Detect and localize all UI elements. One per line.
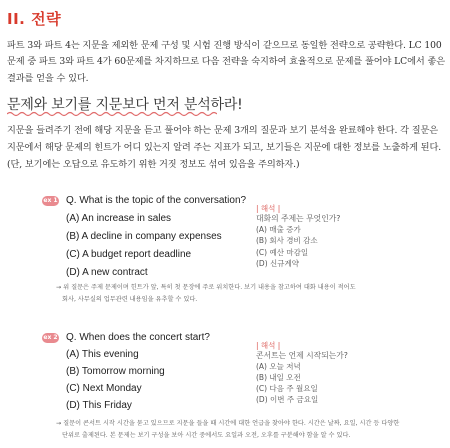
translation-question: 콘서트는 언제 시작되는가? (256, 351, 348, 360)
answer-option: (B) A decline in company expenses (66, 231, 222, 242)
translation-label: | 해석 | (256, 341, 281, 350)
note-line: → 질문이 콘서트 시작 시간을 묻고 있으므로 지문을 들을 때 시간에 대한 언급을 찾아야 한다. 시간은 날짜, 요일, 시간 등 다양한 (56, 420, 400, 427)
answer-option: (C) Next Monday (66, 383, 142, 394)
translation-question: 대화의 주제는 무엇인가? (256, 214, 341, 223)
example-note (56, 418, 441, 442)
translation-option: (D) 이번 주 금요일 (256, 395, 319, 404)
example-badge: ex 2 (43, 334, 58, 341)
answer-option: (A) An increase in sales (66, 213, 172, 224)
translation-option: (D) 신규계약 (256, 259, 299, 268)
section-heading: II. 전략 (7, 10, 62, 28)
translation-label: | 해석 | (256, 204, 281, 213)
note-line: 단위로 출제된다. 본 문제는 보기 구성을 보아 시간 중에서도 요일과 오전, 오후를 구분해야 함을 알 수 있다. (62, 432, 351, 439)
answer-option: (A) This evening (66, 349, 139, 360)
strategy-paragraph: 지문을 들려주기 전에 해당 지문을 듣고 풀어야 하는 문제 3개의 질문과 보기 분석을 완료해야 한다. 각 질문은 지문에서 해당 문제의 힌트가 어디 있는지 알려 주는 지표가 되고, 보기들은 지문에 대한 정보를 노출하게 된다.(단, 보기에는 오답으로 유도하기 위한 거짓 정보도 섞여 있음을 주의하자.) (7, 125, 442, 170)
question-text: Q. What is the topic of the conversation? (66, 195, 247, 206)
note-line: → 위 질문은 주제 문제이며 힌트가 앞, 특히 첫 문장에 주로 위치한다. 보기 내용을 참고하여 대화 내용이 적어도 (56, 284, 356, 291)
translation-option: (B) 회사 경비 감소 (256, 236, 318, 245)
question-text: Q. When does the concert start? (66, 332, 210, 343)
answer-option: (C) A budget report deadline (66, 249, 192, 260)
note-line: 회사, 사무실의 업무관련 내용임을 유추할 수 있다. (62, 296, 198, 303)
translation-option: (A) 오늘 저녁 (256, 362, 301, 371)
strategy-subheading: 문제와 보기를 지문보다 먼저 분석하라! (7, 97, 243, 113)
translation-option: (C) 예산 마감일 (256, 248, 309, 257)
answer-option: (B) Tomorrow morning (66, 366, 165, 377)
example-badge: ex 1 (43, 197, 58, 204)
translation-option: (C) 다음 주 월요일 (256, 384, 318, 393)
translation-option: (B) 내일 오전 (256, 373, 301, 382)
wavy-underline (7, 111, 217, 117)
intro-paragraph: 파트 3와 파트 4는 지문을 제외한 문제 구성 및 시험 진행 방식이 같으므로 동일한 전략으로 공략한다. LC 100문제 중 파트 3와 파트 4가 60문제를 차지하므로 다음 전략을 숙지하여 효율적으로 문제를 풀어야 LC에서 좋은 결과를 얻을 수 있다. (7, 40, 445, 84)
answer-option: (D) A new contract (66, 267, 148, 278)
translation-option: (A) 매출 증가 (256, 225, 301, 234)
example-note (56, 282, 441, 306)
answer-option: (D) This Friday (66, 400, 132, 411)
